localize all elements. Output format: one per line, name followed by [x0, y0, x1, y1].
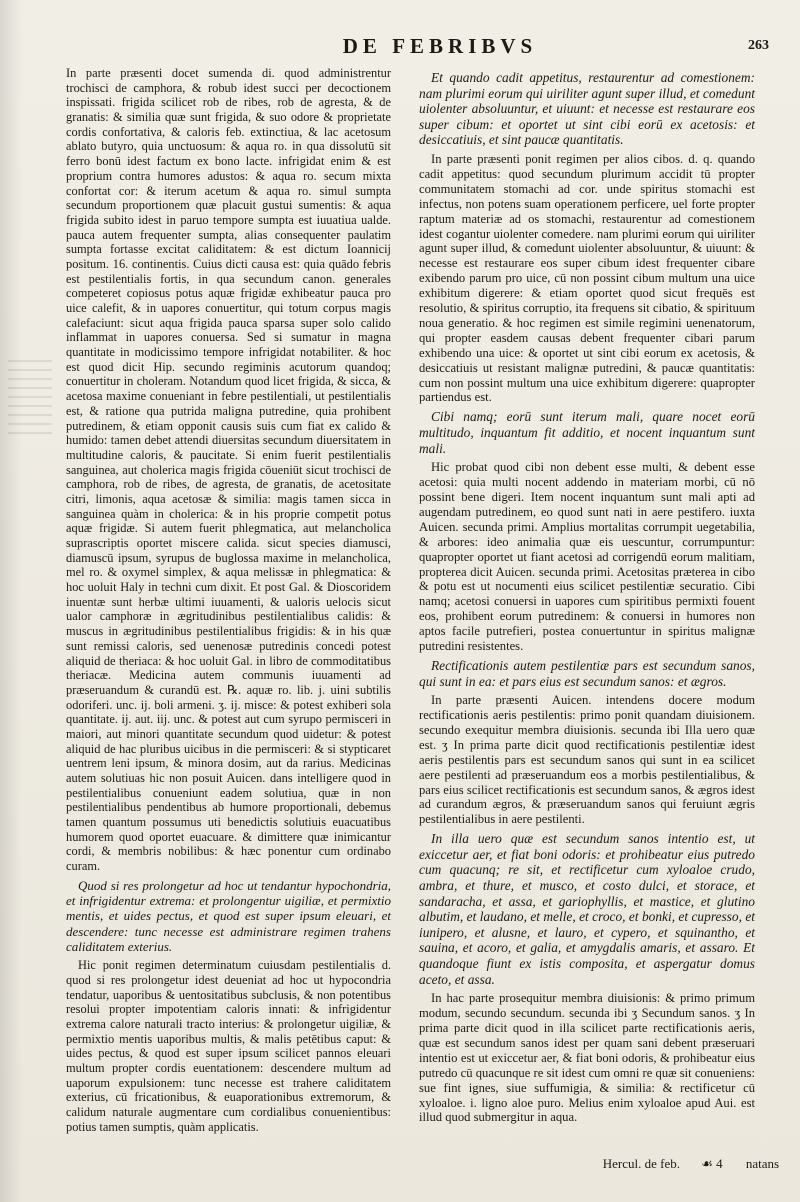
signature-mark: ☙ 4 — [701, 1156, 723, 1171]
commentary-paragraph: In hac parte prosequitur membra diuisionis: & primo primum modum, secundo secundum. secunda ibi ʒ Secundum sanos. ʒ In prima parte dicit quod in illa scilicet parte rectificationis aeris, quæ est secundum sanos idest per quam sani debent præseruari intentio est ut exiccetur aer, & fiat boni odoris, & prohibeatur eius putredo cū quacunque re sit idest cum omni re quæ sit conueniens: sue fint ignes, siue suffumigia, & similia: & rectificetur cū xyloaloe. i. ligno aloe puro. Melius enim xyloaloe apud Aui. est illud quod submergitur in aqua. — [419, 991, 755, 1125]
commentary-paragraph: In parte præsenti Auicen. intendens docere modum rectificationis aeris pestilentis: primo ponit quandam diuisionem. secundo exequitur membra diuisionis. secunda ibi Illa uero quæ est. ʒ In prima parte dicit quod rectificationis pestilentiæ idest aeris pestilentis pars est secundum sanos qui sunt in ea scilicet aere pestilenti ad præseruandum eos a morbis pestilentialibus, & pars eius scilicet rectificationis est secundum sanos, & ægros idest ad curandum ægros, & præseruandum sanos qui feruiunt ægris pestilentialibus in aere pestilenti. — [419, 693, 755, 827]
avicenna-lemma: Et quando cadit appetitus, restaurentur ad comestionem: nam plurimi eorum qui uiriliter agunt super illud, et comedunt uiolenter absoluuntur, et uiuunt: et necesse est restaurare eos super cibum: et oportet ut sint cibi eorū ex acetosis: et desiccatiuis, et sint paucæ quantitatis. — [419, 70, 755, 148]
footer-running-head: Hercul. de feb. — [602, 1156, 680, 1171]
catchword: natans — [745, 1156, 780, 1171]
avicenna-lemma: Quod si res prolongetur ad hoc ut tendantur hypochondria, et infrigidentur extrema: et prolongentur uigiliæ, et permixtio mentis, et uides pectus, et quod est super ipsum eleuari, et descendere: tunc necesse est administrare regimen trahens caliditatem exterius. — [66, 877, 391, 954]
commentary-paragraph: In parte præsenti ponit regimen per alios cibos. d. q. quando cadit appetitus: quod secundum plurimum accidit tū propter communitatem stomachi ad cor. unde spiritus stomachi est infectus, non potens suam operationem perficere, uel forte propter raptum materiæ ad os stomachi, restaurentur ad comestionem idest cogantur uiolenter comedere. nam plurimi eorum qui uiriliter agunt super illud, & comedunt uiolenter absoluuntur, & uiuunt: & necesse est restaurare eos super cibum idest frequenter cibare exibendo parum pro uice, cū non possint cibum multum una uice exhibitum digerere: & etiam oportet quod sicut frequēs est resolutio, & spiritus corruptio, ita frequens sit cibatio, & spirituum noua generatio. & hoc regimen est simile regimini uenenatorum, qui propter easdem causas debent frequenter cibari parum exhibendo una uice: & oportet ut sint cibi eorum ex acetosis, & desiccatiuis ut resistant malignæ putredini, & paucæ quantitatis: cum non possint multum una uice exhibitum digerere: quapropter partiendus est. — [419, 151, 755, 405]
avicenna-lemma: Rectificationis autem pestilentiæ pars est secundum sanos, qui sunt in ea: et pars eius est secundum sanos: et ægros. — [419, 657, 755, 689]
commentary-paragraph: Hic probat quod cibi non debent esse multi, & debent esse acetosi: quia multi nocent addendo in materiam morbi, cū nō possint bene digeri. Item nocent inquantum sunt mali apti ad augendam putredinem, eo quod sunt nati in aere pestifero. iuxta Auicen. secunda primi. Amplius mortalitas corrumpit uegetabilia, & arbores: ideo animalia quæ eis uescuntur, corrumpuntur: quapropter oportet ut fiant acetosi ad corrigendū eorum malitiam, propterea dicit Auicen. secunda primi. Acetositas præterea in cibo & potu est ut nocumenti eius scilicet pestilentiæ securatio. Cibi namq; acetosi conuersi in uapores cum spiritibus permixti fouent eos, prohibent eorum putredinem: & conuersi in humores non aptos facile putrefieri, postea conuertuntur in spiritus malignæ putredini resistentes. — [419, 460, 755, 654]
left-column — [66, 66, 391, 1137]
avicenna-lemma: In illa uero quæ est secundum sanos intentio est, ut exiccetur aer, et fiat boni odoris: et prohibeatur eius putredo cum quacunq; re sit, et rectificetur cum xyloaloe crudo, ambra, et thure, et musco, et costo dulci, et storace, et sandaracha, et assa, et gariophyllis, et mastice, et glutino albutim, et laudano, et melle, et croco, et bonki, et cupresso, et iunipero, et alusne, et lauro, et cypero, et squinantho, et sauina, et acoro, et galia, et amygdalis amaris, et assaro. Et quandoque fiunt ex istis composita, et aspergatur domus aceto, et assa. — [419, 831, 755, 987]
right-column — [419, 66, 755, 1128]
running-header — [0, 34, 800, 68]
avicenna-lemma: Cibi namq; eorū sunt iterum mali, quare nocet eorū multitudo, inquantum fit additio, et nocent inquantum sunt mali. — [419, 409, 755, 456]
show-through-text — [8, 360, 52, 440]
page-number: 263 — [748, 38, 769, 53]
commentary-paragraph: In parte præsenti docet sumenda di. quod administrentur trochisci de camphora, & robub idest succi per decoctionem inspissati. frigida scilicet rob de ribes, rob de agresta, & de granatis: & similia quæ sunt frigida, & suo odore & proprietate cordis confortativa, & caloris feb. extinctiua, & lac acetosum ablato butyro, quia unctuosum: & aqua ro. in qua dissolutū sit ferro bonū idest factum ex bono lacte. infrigidat enim & est proprium contra humores adustos: & aqua ro. secum mixta confortat cor: & iterum acetum & aqua ro. simul sumpta secundum proportionem quæ placuit gustui sumentis: & aqua frigida subito idest in paruo tempore sumpta est iuuatiua ualde. pauca autem frequenter sumpta, alias consequenter paulatim sumpta fortasse excitat caliditatem: & est dictum Ioannicij positum. 16. continentis. Cuius dicti causa est: quia quādo febris est pestilentialis fortis, in qua secundum canon. generales competeret copiosus potus aquæ frigidæ exhibeatur pauca pro uice calefit, & in uapores conuertitur, qui totum corpus magis calefaciunt: sicut aqua frigida pauca sparsa super solo calido inflammat in uapores conuersa. Sed si sumatur in magna quantitate in modicissimo tempore infrigidat notabiliter. & hoc est quod dicit Hip. secundo regiminis acutorum quandoq; conuertitur in choleram. Notandum quod licet frigida, & sicca, & acetosa maxime conueniant in febre pestilentiali, ut pestilentialis est, & ratione qua putrida maligna putredine, quia prohibent putredinem, & etiam opponit causis suis cum fiat ex calido & humido: tamen debet attendi diuersitas secundum diuersitatem in multitudine caloris, & paucitate. Si enim fuerit pestilentialis sanguinea, aut cholerica magis frigida cōueniūt sicut trochisci de camphora, rob de ribes, de agresta, de granatis, de acetositate citri, limonis, aqua acetosæ & similia: magis tamen sicca in sanguinea quàm in cholerica: & in his proprie competit potus aquæ frigidæ. Si autem fuerit phlegmatica, aut melancholica suprascriptis oportet miscere calida. sicut species diamusci, diamuscū ipsum, syrupus de buglossa maxime in melancholica, mel ro. & oxymel simplex, & aqua melissæ in phlegmatica: & hoc uoluit Haly in techni cum dixit. Et post Gal. & Dioscoridem inuentæ sunt herbæ ultimi iuuamenti, & ualoris uelocis sicut ualor camphoræ in ægritudinibus pestilentialibus calidis: & muscus in ægritudinibus pestilentialibus frigidis: & in his quæ sunt remissi caloris, sed uenenosæ putredinis concedi potest aliquid de theriaca: & hoc uoluit Gal. in libro de commoditatibus theriacæ. Medicina autem communis iuuamenti ad præseruandum & curandū est. ℞. aquæ ro. lib. j. uini subtilis odoriferi. unc. ij. boli armeni. ʒ. ij. misce: & potest exhiberi sola quantitate. ij. aut. iij. unc. & potest aut cum syrupo permisceri in maiori, aut minori quantitate secundum quod uidetur: & potest aliquid de hac pluribus uicibus in die permisceri: & si stypticaret uentrem leni ipsum, & minora dosim, aut da rarius. Medicinas autem solutiuas hic non posuit Auicen. dans intelligere quod in pestilentialibus conueniunt eadem solutiua, quæ in non pestilentialibus pendentibus ab humore proportionali, debemus tamen quantum possumus uti benedictis solutiuis euacuatibus humorem quod oportet euacuare. & dimittere quæ inimicantur cordi, & membris nobilibus: & hæc ponentur cum ordinabo curam. — [66, 66, 391, 874]
page-title: DE FEBRIBVS — [342, 34, 538, 58]
page-footer — [560, 1156, 780, 1172]
commentary-paragraph: Hic ponit regimen determinatum cuiusdam pestilentialis d. quod si res prolongetur idest deueniat ad hoc ut hypocondria tendatur, uaporibus & uentositatibus subclusis, & non potentibus resolui propter impotentiam caloris innati: & infrigidentur extrema calore naturali tracto interius: & prolongetur uigiliæ, & permixtio mentis uaporibus multis, & malis petētibus caput: & uides pectus, & quod est super ipsum scilicet pannos eleuari multum propter cordis euentationem: descendere multum ad uaporum expulsionem: tunc necesse est trahere caliditatem exterius, cū fricationibus, & euaporationibus extremorum, & calidum naturale augmentare cum cordialibus conuenientibus: potius tamen sumptis, quàm applicatis. — [66, 958, 391, 1134]
